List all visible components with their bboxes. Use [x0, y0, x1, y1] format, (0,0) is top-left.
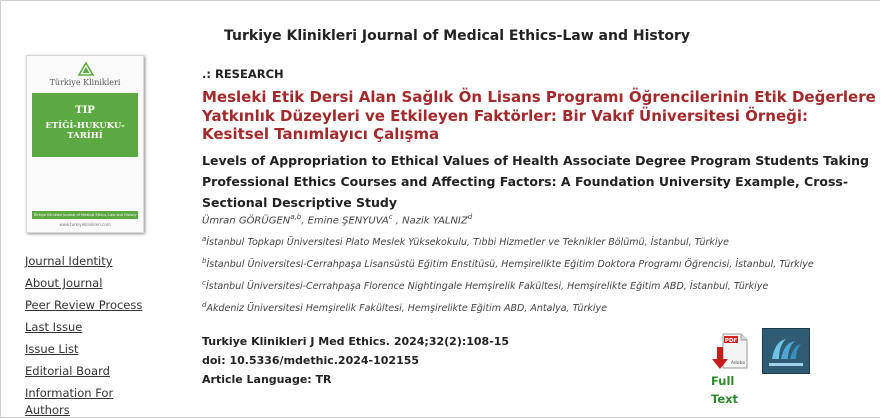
ulakbim-logo-graphic [763, 329, 809, 373]
sidebar-item-journal-identity[interactable]: Journal Identity [25, 254, 113, 268]
affiliation-sup: a [202, 235, 207, 243]
author-sep: , [392, 215, 403, 227]
author-name: Emine ŞENYUVA [307, 215, 389, 227]
citation: Turkiye Klinikleri J Med Ethics. 2024;32(2):108-15 [202, 335, 510, 348]
journal-cover-image[interactable] [26, 55, 144, 233]
sidebar-item-editorial-board[interactable]: Editorial Board [25, 364, 110, 378]
affiliation-sup: b [202, 257, 207, 266]
affiliation-text: Akdeniz Üniversitesi Hemşirelik Fakültesi, Hemşirelikte Eğitim ABD, Antalya, Türkiye [206, 303, 607, 315]
author-name: Nazik YALNIZ [402, 215, 468, 227]
sidebar-item-last-issue[interactable]: Last Issue [25, 320, 83, 334]
cover-title-line1: TIP [75, 105, 95, 116]
article-title-en: Levels of Appropriation to Ethical Values of Health Associate Degree Program Students Taking Professional Ethics Courses and Affecting Factors: A Foundation University Example, Cross-Sectional Descriptive Study [202, 153, 869, 210]
affiliation-list [202, 230, 877, 319]
sidebar-item-issue-list[interactable]: Issue List [25, 342, 79, 356]
svg-text:PDF: PDF [724, 338, 738, 344]
affiliation-text: İstanbul Üniversitesi-Cerrahpaşa Lisansüstü Eğitim Enstitüsü, Hemşirelikte Eğitim Doktora Programı Öğrencisi, İstanbul, Türkiye [206, 259, 814, 271]
sidebar-nav [25, 250, 175, 419]
sidebar-item-peer-review[interactable]: Peer Review Process [25, 298, 143, 312]
doi-line [202, 351, 509, 370]
cover-brand: Türkiye Klinikleri [49, 78, 121, 87]
language-line [202, 370, 509, 389]
doi-value[interactable]: 10.5336/mdethic.2024-102155 [229, 354, 420, 367]
pdf-file-icon[interactable] [711, 331, 749, 371]
author-sup: d [467, 213, 473, 221]
cover-url: www.turkiyeklinikleri.com [59, 222, 111, 227]
author-sup: a,b [290, 213, 302, 221]
affiliation-item [202, 274, 877, 296]
cover-strip: Türkiye Klinikleri Journal of Medical Ethics, Law and History [33, 213, 137, 217]
affiliation-item [202, 252, 877, 274]
author-sep: , [301, 215, 308, 227]
author-sup: c [388, 213, 393, 221]
affiliation-text: İstanbul Topkapı Üniversitesi Plato Meslek Yüksekokulu, Tıbbi Hizmetler ve Teknikler Bölümü, İstanbul, Türkiye [206, 237, 730, 249]
sidebar-item-about-journal[interactable]: About Journal [25, 276, 103, 290]
cover-title-band [32, 93, 138, 157]
affiliation-sup: d [202, 301, 207, 310]
language-label: Article Language: [202, 373, 312, 386]
section-label: .: RESEARCH [202, 67, 284, 81]
sidebar-item-information-for-authors[interactable]: Information For Authors [25, 386, 114, 417]
citation-block [202, 332, 509, 389]
affiliation-item [202, 296, 877, 318]
doi-label: doi: [202, 354, 226, 367]
ulakbim-logo-icon[interactable] [762, 328, 810, 374]
cover-title-line2: ETİĞİ-HUKUKU-TARİHİ [45, 121, 125, 141]
affiliation-text: İstanbul Üniversitesi-Cerrahpaşa Florence Nightingale Hemşirelik Fakültesi, Hemşirelikte Eğitim ABD, İstanbul, Türkiye [205, 281, 769, 293]
author-list [202, 213, 472, 226]
journal-logo-icon [77, 62, 95, 76]
journal-title: Turkiye Klinikleri Journal of Medical Ethics-Law and History [224, 28, 691, 44]
affiliation-sup: c [202, 279, 206, 288]
affiliation-item [202, 230, 877, 252]
svg-text:Adobe: Adobe [730, 361, 746, 366]
author-name: Ümran GÖRÜGEN [202, 215, 291, 227]
language-value: TR [315, 373, 332, 386]
article-title-tr: Mesleki Etik Dersi Alan Sağlık Ön Lisans Programı Öğrencilerinin Etik Değerlere Yatkınlık Düzeyleri ve Etkileyen Faktörler: Bir Vakıf Üniversitesi Örneği: Kesitsel Tanımlayıcı Çalışma [202, 88, 876, 143]
full-text-link[interactable]: Full Text [711, 374, 739, 406]
